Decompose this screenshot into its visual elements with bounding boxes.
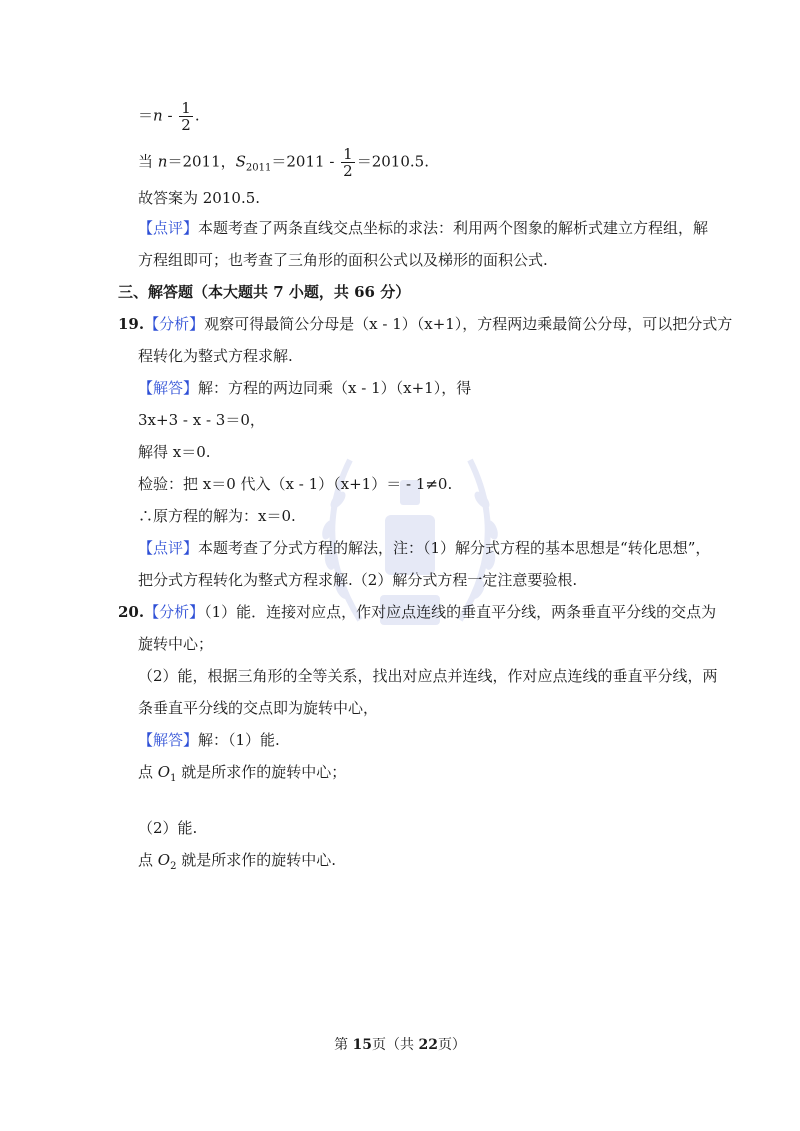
analysis-tag: 【分析】 [144,315,205,333]
q19-step-1: 3x+3 - x - 3＝0， [138,411,265,429]
q20-analysis-cont: 旋转中心； [138,635,214,653]
fraction: $\frac{1}{2}$ [181,99,191,134]
q20-analysis: 20.【分析】（1）能．连接对应点，作对应点连线的垂直平分线，两条垂直平分线的交点为 [118,603,717,621]
q20-point-o2: 点 $O_2$ 就是所求作的旋转中心. [138,851,337,872]
q19-analysis-cont: 程转化为整式方程求解. [138,347,293,365]
answer-line: 故答案为 2010.5. [138,189,261,207]
q19-solution: 【解答】解：方程的两边同乘（x - 1）（x+1），得 [138,379,472,397]
comment-line-cont: 方程组即可；也考查了三角形的面积公式以及梯形的面积公式. [138,251,548,269]
q19-check: 检验：把 x＝0 代入（x - 1）（x+1）＝ - 1≠0. [138,475,453,493]
q19-comment: 【点评】本题考查了分式方程的解法，注：（1）解分式方程的基本思想是“转化思想”， [138,539,711,557]
q19-analysis: 19.【分析】观察可得最简公分母是（x - 1）（x+1），方程两边乘最简公分母，可以把分式方 [118,315,733,333]
q20-analysis-2-cont: 条垂直平分线的交点即为旋转中心， [138,699,379,717]
q19-step-2: 解得 x＝0. [138,443,211,461]
q20-analysis-2: （2）能，根据三角形的全等关系，找出对应点并连线，作对应点连线的垂直平分线，两 [138,667,718,685]
q19-comment-cont: 把分式方程转化为整式方程求解.（2）解分式方程一定注意要验根. [138,571,578,589]
page-footer: 第 15页（共 22页） [334,1037,466,1053]
equation-line-1: ＝n - $\frac{1}{2}$ . [138,99,200,134]
equation-line-2: 当 n＝2011，$S_{2011}=2011$ - $\frac{1}{2}$ ＝2010.5. [138,145,429,180]
q20-point-o1: 点 $O_1$ 就是所求作的旋转中心； [138,763,347,784]
section-heading: 三、解答题（本大题共 7 小题，共 66 分） [118,283,411,301]
solution-tag: 【解答】 [138,379,199,397]
q20-part-2: （2）能. [138,819,198,837]
comment-tag: 【点评】 [138,539,199,557]
analysis-tag: 【分析】 [144,603,205,621]
solution-tag: 【解答】 [138,731,199,749]
fraction: $\frac{1}{2}$ [343,145,353,180]
comment-line: 【点评】本题考查了两条直线交点坐标的求法：利用两个图象的解析式建立方程组，解 [138,219,709,237]
comment-tag: 【点评】 [138,219,199,237]
q19-result: ∴原方程的解为：x＝0. [138,507,296,525]
q20-solution: 【解答】解：（1）能. [138,731,280,749]
